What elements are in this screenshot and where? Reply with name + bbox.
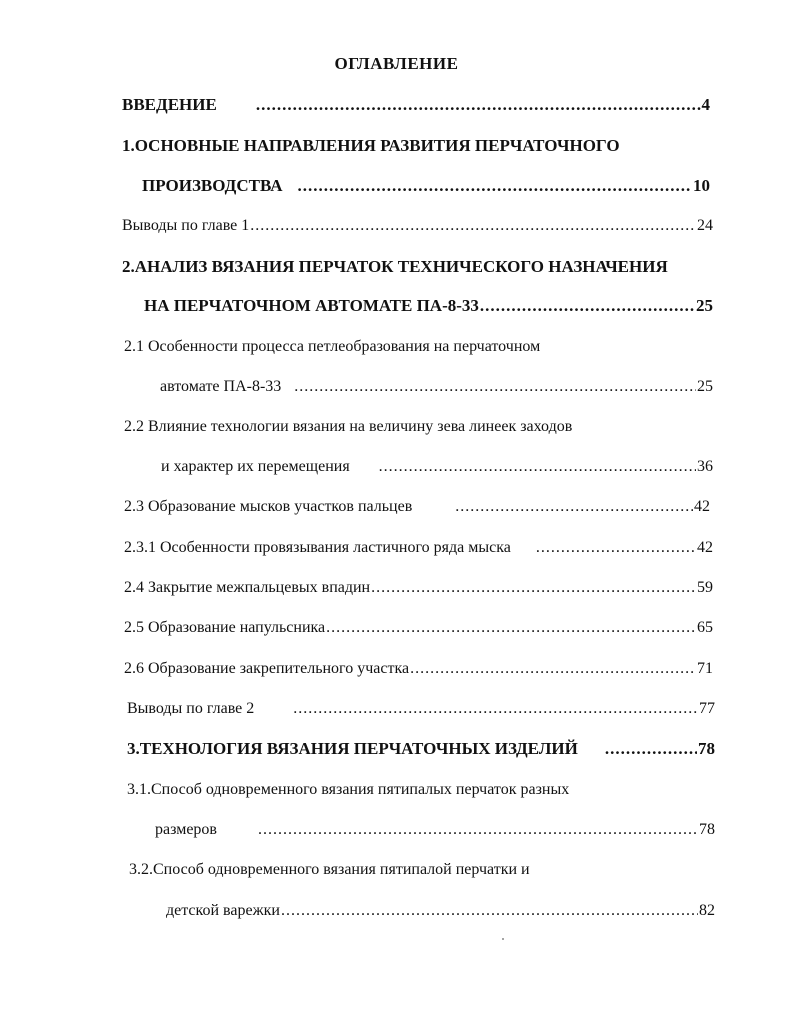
toc-entry-introduction[interactable] [122, 93, 710, 117]
dot-leader [536, 536, 696, 560]
toc-page-number: 10 [693, 176, 710, 195]
toc-entry-text: 2.6 Образование закрепительного участка [124, 660, 410, 677]
toc-section-2-2-heading[interactable] [124, 415, 572, 439]
toc-entry-section-2-5[interactable] [124, 616, 713, 640]
toc-section-2-1-heading[interactable] [124, 335, 540, 359]
toc-chapter-2-heading[interactable] [122, 255, 668, 279]
toc-page-number: 24 [697, 217, 713, 234]
toc-entry-text: 1.ОСНОВНЫЕ НАПРАВЛЕНИЯ РАЗВИТИЯ ПЕРЧАТОЧНОГО [122, 136, 620, 155]
toc-entry-text: и характер их перемещения [161, 458, 350, 475]
toc-entry-text: 2.3.1 Особенности провязывания ластичного ряда мыска [124, 539, 511, 556]
dot-leader [480, 294, 695, 318]
dot-leader [250, 214, 696, 238]
page-title: ОГЛАВЛЕНИЕ [334, 54, 459, 73]
toc-entry-text: размеров [155, 821, 217, 838]
toc-entry-text: Выводы по главе 2 [127, 700, 255, 717]
toc-entry-chapter-2[interactable] [144, 294, 713, 318]
dot-leader [281, 899, 698, 923]
toc-entry-text: 2.3 Образование мысков участков пальцев [124, 498, 413, 515]
toc-entry-text: 2.1 Особенности процесса петлеобразования на перчаточном [124, 338, 541, 355]
toc-entry-section-2-3-1[interactable] [124, 536, 713, 560]
toc-page-number: 59 [697, 579, 713, 596]
toc-entry-chapter-3[interactable] [127, 737, 715, 761]
dot-leader [293, 697, 698, 721]
toc-page-number: 42 [694, 498, 710, 515]
dot-leader [258, 818, 698, 842]
toc-page-number: 82 [699, 902, 715, 919]
toc-entry-section-3-1[interactable] [155, 818, 715, 842]
toc-entry-text: Выводы по главе 1 [122, 217, 250, 234]
toc-entry-text: ВВЕДЕНИЕ [122, 95, 217, 114]
toc-entry-text: 2.4 Закрытие межпальцевых впадин [124, 579, 371, 596]
dot-leader [379, 455, 696, 479]
toc-entry-text: 2.2 Влияние технологии вязания на величину зева линеек заходов [124, 418, 573, 435]
toc-page-number: 4 [701, 95, 710, 114]
toc-entry-section-2-6[interactable] [124, 657, 713, 681]
dot-leader [256, 93, 701, 117]
toc-entry-conclusions-2[interactable] [127, 697, 715, 721]
toc-page-number: 25 [697, 378, 713, 395]
dot-leader [298, 174, 693, 198]
dot-leader [294, 375, 696, 399]
dot-leader [326, 616, 696, 640]
toc-entry-text: НА ПЕРЧАТОЧНОМ АВТОМАТЕ ПА-8-33 [144, 296, 479, 315]
toc-page-number: 77 [699, 700, 715, 717]
toc-page-number: 36 [697, 458, 713, 475]
toc-section-3-2-heading[interactable] [129, 858, 530, 882]
toc-page-number: 25 [696, 296, 713, 315]
toc-entry-text: 3.1.Способ одновременного вязания пятипалых перчаток разных [127, 781, 570, 798]
toc-entry-text: 2.5 Образование напульсника [124, 619, 326, 636]
toc-entry-section-2-4[interactable] [124, 576, 713, 600]
toc-entry-conclusions-1[interactable] [122, 214, 713, 238]
toc-entry-text: 2.АНАЛИЗ ВЯЗАНИЯ ПЕРЧАТОК ТЕХНИЧЕСКОГО НАЗНАЧЕНИЯ [122, 257, 668, 276]
toc-page-number: 78 [699, 821, 715, 838]
dot-leader [371, 576, 696, 600]
toc-entry-section-3-2[interactable] [166, 899, 715, 923]
toc-entry-text: детской варежки [166, 902, 280, 919]
toc-entry-chapter-1[interactable] [142, 174, 710, 198]
toc-entry-section-2-3[interactable] [124, 495, 710, 519]
toc-entry-section-2-2[interactable] [161, 455, 713, 479]
dot-leader [605, 737, 697, 761]
toc-chapter-1-heading[interactable] [122, 134, 620, 158]
toc-page-number: 78 [698, 739, 715, 758]
toc-entry-text: 3.ТЕХНОЛОГИЯ ВЯЗАНИЯ ПЕРЧАТОЧНЫХ ИЗДЕЛИЙ [127, 739, 578, 758]
toc-entry-text: 3.2.Способ одновременного вязания пятипалой перчатки и [129, 861, 530, 878]
toc-entry-text: ПРОИЗВОДСТВА [142, 176, 283, 195]
toc-entry-section-2-1[interactable] [160, 375, 713, 399]
toc-page-number: 71 [697, 660, 713, 677]
dot-leader [410, 657, 696, 681]
toc-section-3-1-heading[interactable] [127, 778, 569, 802]
toc-page-number: 42 [697, 539, 713, 556]
dot-leader [455, 495, 693, 519]
toc-page-number: 65 [697, 619, 713, 636]
scan-speck [502, 938, 504, 940]
toc-entry-text: автомате ПА-8-33 [160, 378, 282, 395]
